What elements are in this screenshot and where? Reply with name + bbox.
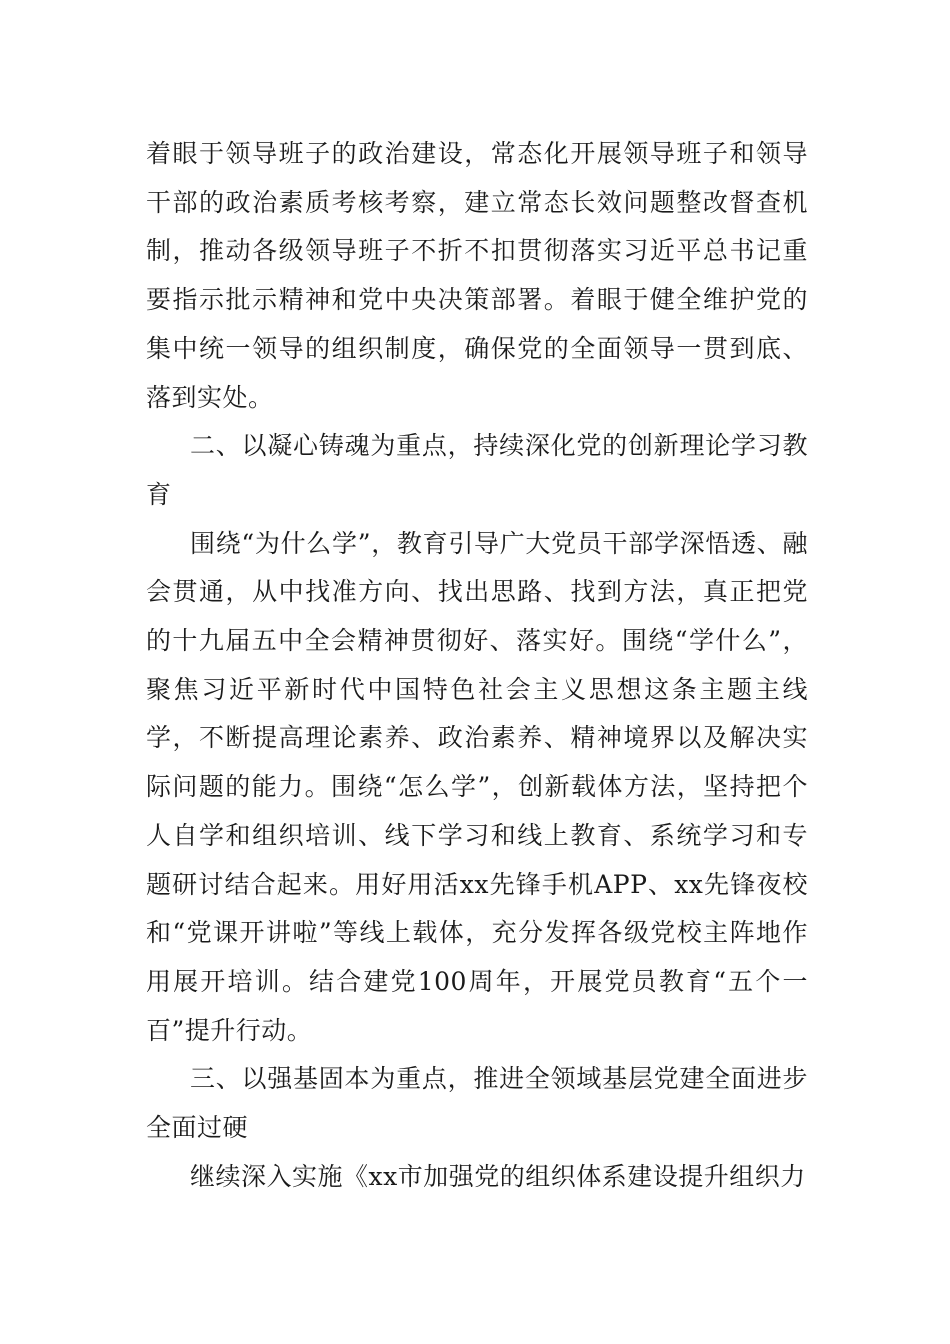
paragraph-leadership-continued: 着眼于领导班子的政治建设，常态化开展领导班子和领导干部的政治素质考核考察，建立常态长效问题整改督查机制，推动各级领导班子不折不扣贯彻落实习近平总书记重要指示批示精神和党中央决策部署。着眼于健全维护党的集中统一领导的组织制度，确保党的全面领导一贯到底、落到实处。 [146,139,808,412]
section-heading-2: 二、以凝心铸魂为重点，持续深化党的创新理论学习教育 [146,431,808,509]
paragraph-theory-study: 围绕“为什么学”，教育引导广大党员干部学深悟透、融会贯通，从中找准方向、找出思路、找到方法，真正把党的十九届五中全会精神贯彻好、落实好。围绕“学什么”，聚焦习近平新时代中国特色社会主义思想这条主题主线学，不断提高理论素养、政治素养、精神境界以及解决实际问题的能力。围绕“怎么学”，创新载体方法，坚持把个人自学和组织培训、线下学习和线上教育、系统学习和专题研讨结合起来。用好用活xx先锋手机APP、xx先锋夜校和“党课开讲啦”等线上载体，充分发挥各级党校主阵地作用展开培训。结合建党100周年，开展党员教育“五个一百”提升行动。 [146,528,809,1045]
paragraph-organization-system: 继续深入实施《xx市加强党的组织体系建设提升组织力 [190,1161,806,1191]
section-heading-3: 三、以强基固本为重点，推进全领域基层党建全面进步全面过硬 [146,1064,808,1143]
document-body [146,130,808,1201]
